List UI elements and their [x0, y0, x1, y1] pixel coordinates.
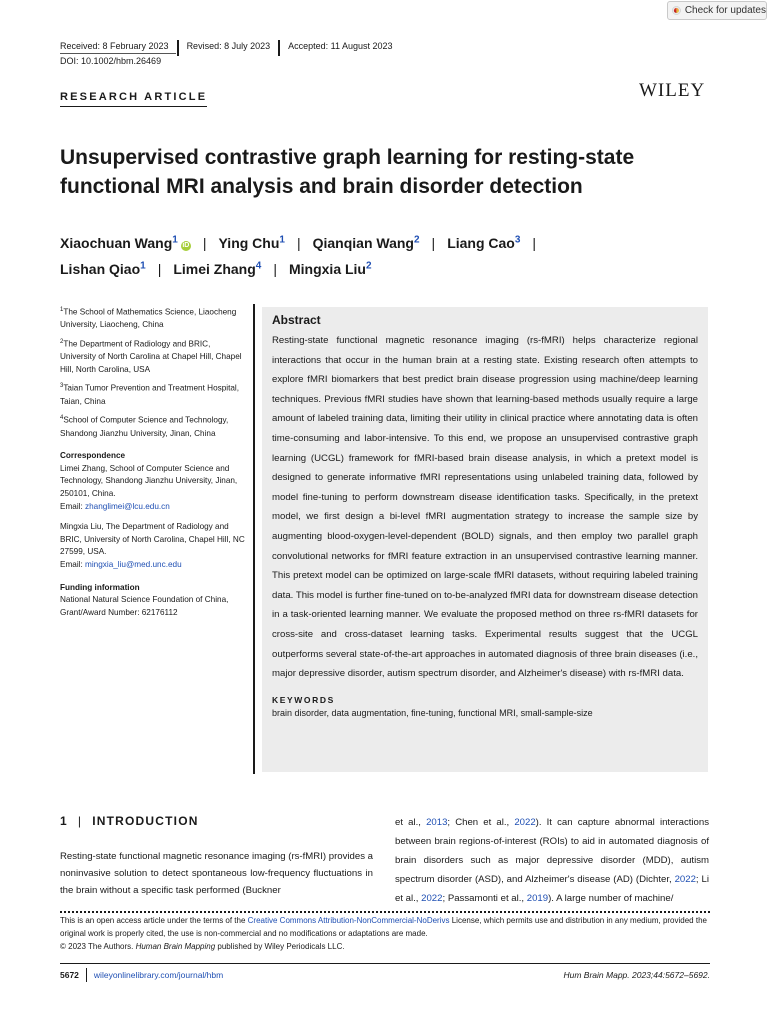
doi[interactable]: DOI: 10.1002/hbm.26469: [60, 56, 162, 66]
date-divider: [177, 40, 179, 56]
funding-heading: Funding information: [60, 582, 140, 592]
column-divider: [253, 304, 255, 774]
email-link[interactable]: mingxia_liu@med.unc.edu: [85, 560, 182, 570]
heading-separator: |: [77, 814, 83, 828]
author-separator: |: [296, 234, 301, 251]
license-notice: This is an open access article under the terms of the Creative Commons Attribution-NonCommercial-NoDerivs License, which permits use and distribution in any medium, provided the original work is properly cited, the use is non-commercial and no modifications or adaptations are made. © 2023 The Authors. Human Brain Mapping published by Wiley Periodicals LLC.: [60, 916, 707, 951]
section-number: 1: [60, 814, 68, 828]
citation-link[interactable]: 2019: [526, 893, 549, 904]
affiliation: $^3$Taian Tumor Prevention and Treatment Hospital, Taian, China: [60, 383, 240, 406]
author-name[interactable]: Liang Cao$^3$: [447, 234, 521, 251]
citation-link[interactable]: 2013: [426, 817, 448, 828]
affiliation: $^1$The School of Mathematics Science, Liaocheng University, Liaocheng, China: [60, 307, 237, 330]
check-updates-icon: [672, 4, 681, 17]
revised-date: Revised: 8 July 2023: [186, 41, 271, 51]
section-title: INTRODUCTION: [92, 814, 199, 828]
article-dates: [60, 38, 393, 54]
author-separator: |: [532, 234, 537, 251]
received-date: Received: 8 February 2023: [60, 41, 169, 51]
accepted-date: Accepted: 11 August 2023: [288, 41, 393, 51]
citation-link[interactable]: 2022: [674, 874, 696, 885]
intro-paragraph-left: Resting-state functional magnetic resonance imaging (rs-fMRI) provides a noninvasive solution to detect spontaneous low-frequency fluctuations in the brain without a specific task performed (Buckner: [60, 851, 374, 897]
footer-rule: [60, 963, 710, 964]
correspondence-heading: Correspondence: [60, 451, 126, 461]
citation-link[interactable]: 2022: [421, 893, 443, 904]
author-separator: |: [273, 261, 277, 278]
author-name[interactable]: Mingxia Liu$^2$: [288, 260, 372, 278]
correspondence-entry: Mingxia Liu, The Department of Radiology and BRIC, University of North Carolina, Chapel Hill, NC 27599, USA. Email: mingxia_liu@med.unc.edu: [60, 522, 245, 570]
author-name[interactable]: Ying Chu$^1$: [218, 234, 285, 251]
email-link[interactable]: zhanglimei@lcu.edu.cn: [85, 501, 170, 511]
page-footer: [60, 968, 710, 982]
article-title: Unsupervised contrastive graph learning for resting-state functional MRI analysis and brain disorder detection: [60, 146, 635, 198]
header-rule: [60, 53, 176, 54]
journal-citation: Hum Brain Mapp. 2023;44:5672–5692.: [563, 970, 710, 980]
author-separator: |: [431, 234, 436, 251]
citation-link[interactable]: 2022: [514, 817, 536, 828]
author-separator: |: [202, 234, 207, 251]
funding-text: National Natural Science Foundation of China, Grant/Award Number: 62176112: [60, 595, 229, 617]
journal-url-link[interactable]: wileyonlinelibrary.com/journal/hbm: [93, 970, 224, 980]
check-for-updates-button[interactable]: [667, 1, 767, 20]
affiliation: $^2$The Department of Radiology and BRIC, University of North Carolina at Chapel Hill, Chapel Hill, North Carolina, USA: [60, 338, 242, 374]
license-divider: [60, 911, 710, 913]
orcid-icon[interactable]: iD: [182, 241, 190, 249]
keywords-heading: KEYWORDS: [272, 694, 335, 705]
author-name[interactable]: Limei Zhang$^4$: [173, 260, 262, 278]
article-type-label: RESEARCH ARTICLE: [60, 91, 207, 107]
correspondence-entry: Limei Zhang, School of Computer Science and Technology, Shandong Jianzhu University, Jinan, 250101, China. Email: zhanglimei@lcu.edu.cn: [60, 463, 238, 511]
license-link[interactable]: Creative Commons Attribution-NonCommercial-NoDerivs: [247, 916, 450, 925]
section-heading: [60, 814, 199, 828]
publisher-logo: WILEY: [639, 80, 706, 101]
date-divider: [278, 40, 280, 56]
abstract-heading: Abstract: [272, 313, 321, 327]
affiliations-column: [60, 304, 245, 623]
author-separator: |: [157, 261, 162, 278]
intro-paragraph-right: et al., 2013; Chen et al., 2022). It can capture abnormal interactions between brain regions-of-interest (ROIs) to aid in automated diagnosis of brain disorders such as major depressive disorder (MDD), autism spectrum disorder (ASD), and Alzheimer's disease (AD) (Dichter, 2022; Li et al., 2022; Passamonti et al., 2019). A large number of machine/: [395, 817, 709, 904]
author-name[interactable]: Qianqian Wang$^2$: [312, 234, 420, 251]
footer-divider: [86, 968, 87, 982]
author-name[interactable]: Lishan Qiao$^1$: [60, 260, 146, 278]
author-name[interactable]: Xiaochuan Wang$^1$: [60, 234, 178, 251]
keywords-list: brain disorder, data augmentation, fine-tuning, functional MRI, small-sample-size: [272, 707, 593, 718]
affiliation: $^4$School of Computer Science and Technology, Shandong Jianzhu University, Jinan, China: [60, 415, 229, 438]
author-list: [60, 228, 710, 281]
page-number: 5672: [60, 970, 79, 980]
check-updates-label: Check for updates: [684, 5, 766, 16]
abstract-text: Resting-state functional magnetic resonance imaging (rs-fMRI) helps characterize regional interactions that occur in the human brain at a resting state. Existing research often attempts to explore fMRI biomarkers that best predict brain disease progression using machine/deep learning techniques. Previous fMRI studies have shown that learning-based methods usually require a large amount of labeled training data, limiting their utility in clinical practice where annotating data is often time-consuming and labor-intensive. To this end, we propose an unsupervised contrastive graph learning (UCGL) framework for fMRI-based brain disease analysis, in which a pretext model is designed to generate informative fMRI representations using unlabeled training data, followed by model fine-tuning to perform downstream disease identification tasks. Specifically, in the pretext model, we first design a bi-level fMRI augmentation strategy to increase the sample size by augmenting blood-oxygen-level-dependent (BOLD) signals, and then employ two parallel graph convolutional networks for fMRI feature extraction in an unsupervised contrastive learning manner. This pretext model can be optimized on large-scale fMRI datasets, without requiring labeled training data. This model is further fine-tuned on to-be-analyzed fMRI data for downstream disease detection in a task-oriented learning manner. We evaluate the proposed method on three rs-fMRI datasets for cross-site and cross-dataset learning tasks. Experimental results suggest that the UCGL outperforms several state-of-the-art approaches in automated diagnosis of three brain diseases (i.e., major depressive disorder, autism spectrum disorder, and Alzheimer's disease) with rs-fMRI data.: [272, 335, 698, 680]
abstract-box: [262, 307, 708, 772]
